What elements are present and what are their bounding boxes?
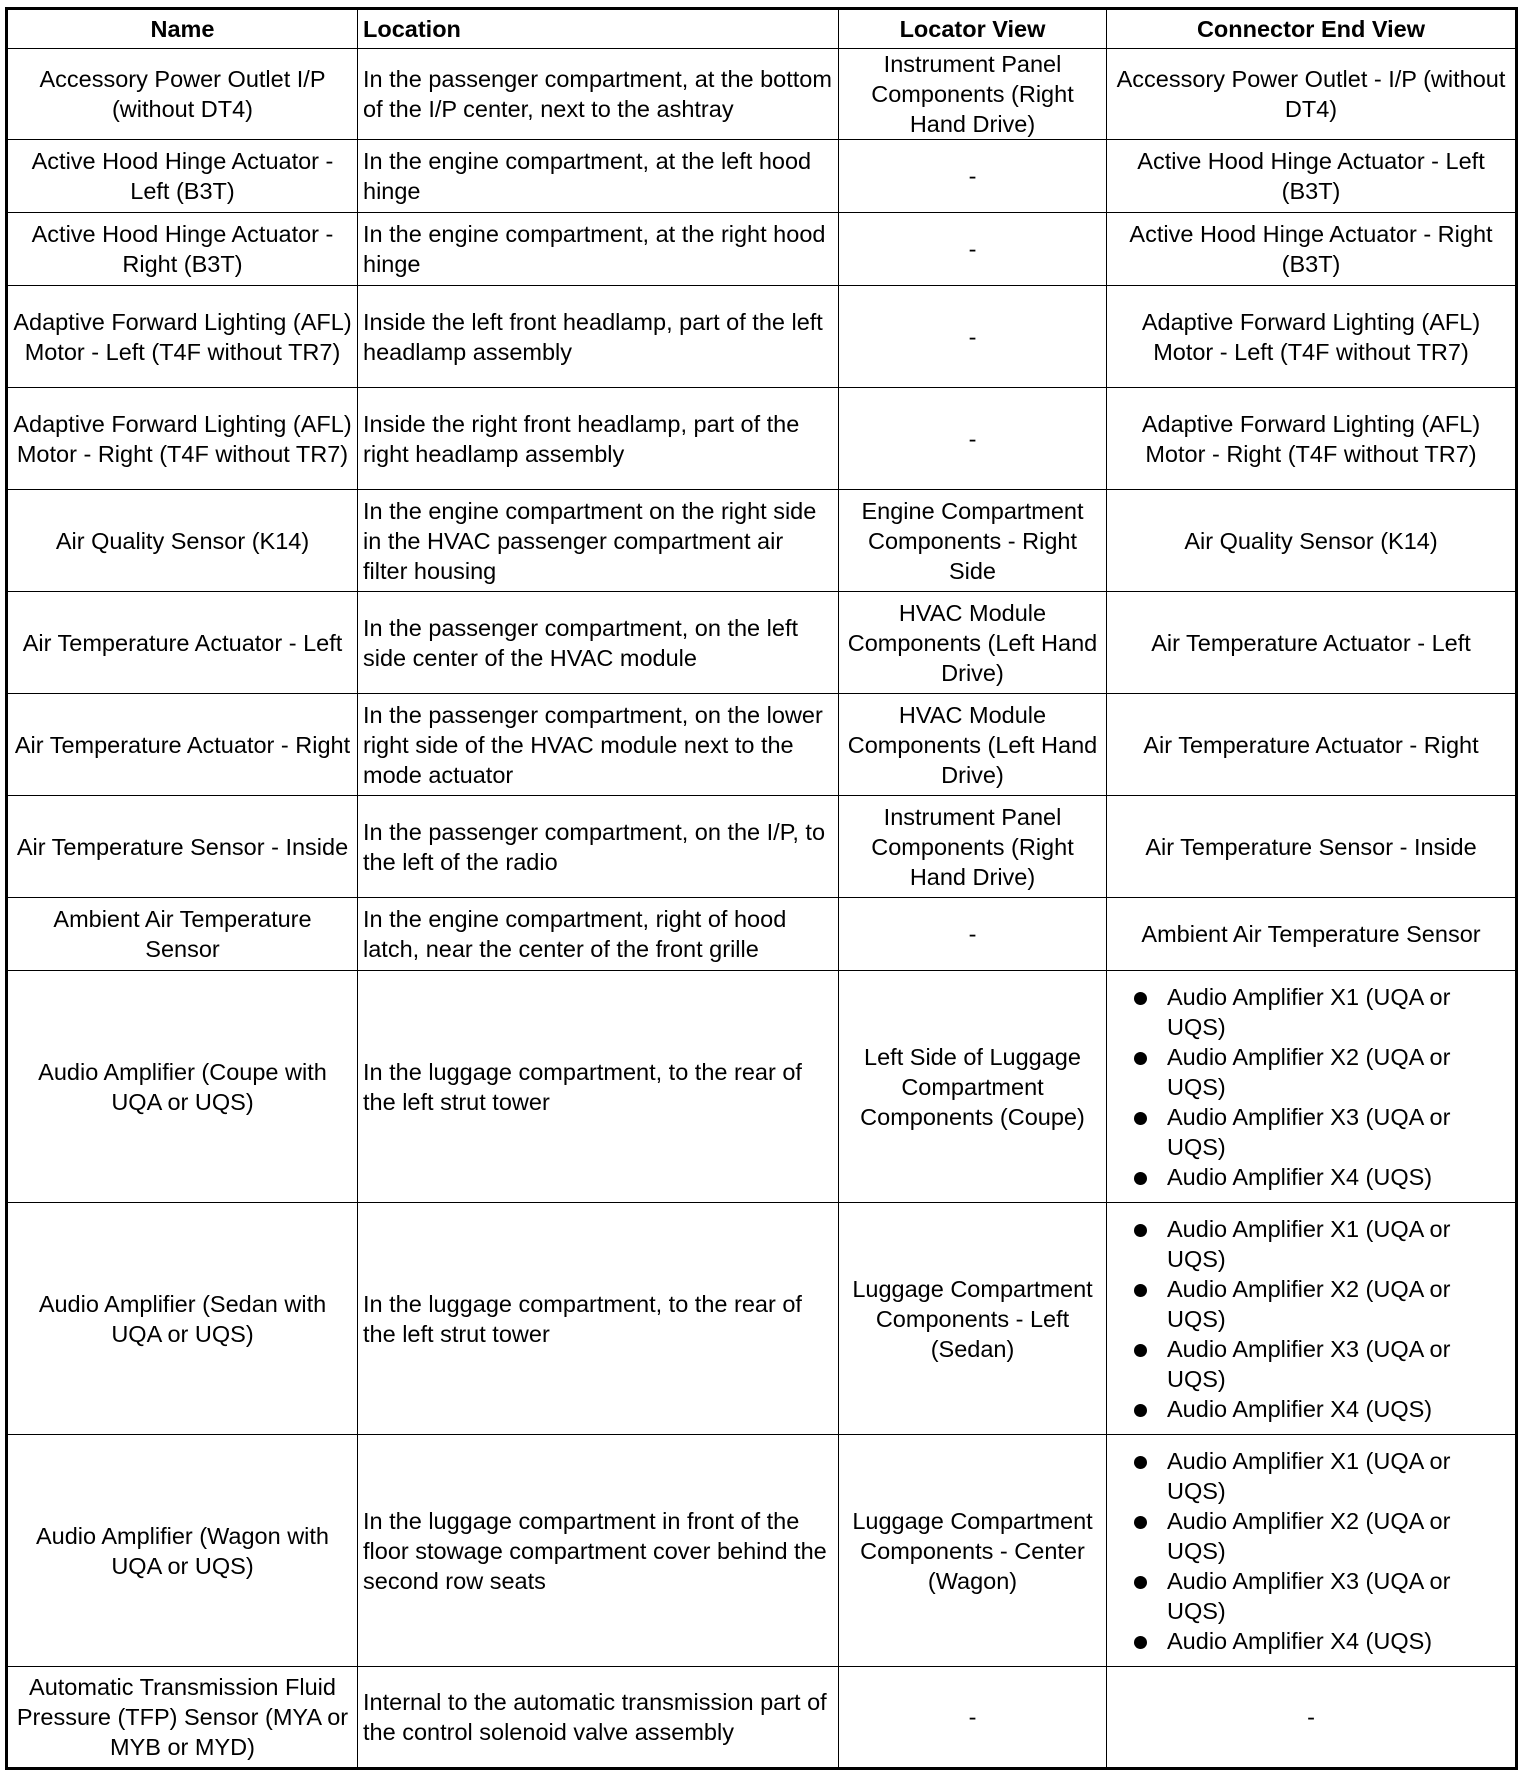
- cell-locator-view: Instrument Panel Components (Right Hand Drive): [839, 796, 1107, 898]
- cell-name: Adaptive Forward Lighting (AFL) Motor - Left (T4F without TR7): [7, 286, 358, 388]
- cell-location: In the engine compartment on the right side in the HVAC passenger compartment air filter housing: [358, 490, 839, 592]
- table-row: [7, 898, 1517, 971]
- cell-locator-view: Luggage Compartment Components - Left (Sedan): [839, 1203, 1107, 1435]
- connector-list-item: Audio Amplifier X1 (UQA or UQS): [1112, 982, 1510, 1042]
- connector-list: [1112, 1446, 1510, 1656]
- table-header: [7, 9, 1517, 49]
- cell-name: Ambient Air Temperature Sensor: [7, 898, 358, 971]
- table-row: [7, 286, 1517, 388]
- connector-list-item: Audio Amplifier X4 (UQS): [1112, 1394, 1510, 1424]
- cell-connector-end-view: [1107, 286, 1517, 388]
- table-row: [7, 140, 1517, 213]
- connector-name: Air Temperature Sensor - Inside: [1145, 833, 1477, 860]
- cell-name: Active Hood Hinge Actuator - Right (B3T): [7, 213, 358, 286]
- cell-locator-view: Luggage Compartment Components - Center (Wagon): [839, 1435, 1107, 1667]
- cell-locator-view: -: [839, 898, 1107, 971]
- cell-locator-view: HVAC Module Components (Left Hand Drive): [839, 592, 1107, 694]
- cell-connector-end-view: [1107, 49, 1517, 140]
- cell-locator-view: -: [839, 1667, 1107, 1769]
- cell-location: In the luggage compartment, to the rear of the left strut tower: [358, 1203, 839, 1435]
- connector-list: [1112, 1214, 1510, 1424]
- cell-name: Air Temperature Sensor - Inside: [7, 796, 358, 898]
- cell-locator-view: Left Side of Luggage Compartment Components (Coupe): [839, 971, 1107, 1203]
- cell-name: Air Temperature Actuator - Left: [7, 592, 358, 694]
- connector-name: Active Hood Hinge Actuator - Left (B3T): [1137, 148, 1485, 204]
- cell-connector-end-view: [1107, 1435, 1517, 1667]
- table-body: [7, 49, 1517, 1769]
- connector-list-item: Audio Amplifier X4 (UQS): [1112, 1162, 1510, 1192]
- cell-connector-end-view: [1107, 213, 1517, 286]
- cell-name: Audio Amplifier (Coupe with UQA or UQS): [7, 971, 358, 1203]
- document-page: [5, 7, 1515, 1770]
- cell-locator-view: -: [839, 213, 1107, 286]
- connector-name: Adaptive Forward Lighting (AFL) Motor - Left (T4F without TR7): [1141, 308, 1481, 365]
- table-row: [7, 971, 1517, 1203]
- cell-connector-end-view: [1107, 796, 1517, 898]
- connector-list-item: Audio Amplifier X1 (UQA or UQS): [1112, 1446, 1510, 1506]
- table-row: [7, 1435, 1517, 1667]
- cell-location: In the passenger compartment, on the I/P, to the left of the radio: [358, 796, 839, 898]
- cell-location: In the luggage compartment, to the rear of the left strut tower: [358, 971, 839, 1203]
- table-row: [7, 490, 1517, 592]
- table-row: [7, 213, 1517, 286]
- header-connector-end-view: Connector End View: [1107, 9, 1517, 49]
- table-row: [7, 1667, 1517, 1769]
- connector-list-item: Audio Amplifier X2 (UQA or UQS): [1112, 1274, 1510, 1334]
- cell-locator-view: HVAC Module Components (Left Hand Drive): [839, 694, 1107, 796]
- table-row: [7, 694, 1517, 796]
- cell-name: Adaptive Forward Lighting (AFL) Motor - Right (T4F without TR7): [7, 388, 358, 490]
- connector-list-item: Audio Amplifier X3 (UQA or UQS): [1112, 1102, 1510, 1162]
- cell-name: Air Temperature Actuator - Right: [7, 694, 358, 796]
- connector-name: Active Hood Hinge Actuator - Right (B3T): [1129, 221, 1493, 277]
- cell-name: Audio Amplifier (Sedan with UQA or UQS): [7, 1203, 358, 1435]
- connector-list-item: Audio Amplifier X4 (UQS): [1112, 1626, 1510, 1656]
- cell-name: Active Hood Hinge Actuator - Left (B3T): [7, 140, 358, 213]
- connector-name: Ambient Air Temperature Sensor: [1141, 921, 1481, 947]
- connector-list-item: Audio Amplifier X3 (UQA or UQS): [1112, 1334, 1510, 1394]
- connector-locator-table: [5, 7, 1518, 1770]
- connector-name: Air Temperature Actuator - Right: [1143, 731, 1479, 758]
- connector-name: Adaptive Forward Lighting (AFL) Motor - Right (T4F without TR7): [1141, 410, 1481, 467]
- connector-name: Air Temperature Actuator - Left: [1151, 629, 1471, 656]
- cell-locator-view: Instrument Panel Components (Right Hand Drive): [839, 49, 1107, 140]
- connector-name: Accessory Power Outlet - I/P (without DT4): [1116, 66, 1506, 122]
- cell-location: In the luggage compartment in front of the floor stowage compartment cover behind the second row seats: [358, 1435, 839, 1667]
- connector-list-item: Audio Amplifier X2 (UQA or UQS): [1112, 1042, 1510, 1102]
- cell-connector-end-view: [1107, 140, 1517, 213]
- connector-list-item: Audio Amplifier X1 (UQA or UQS): [1112, 1214, 1510, 1274]
- table-row: [7, 796, 1517, 898]
- table-row: [7, 49, 1517, 140]
- cell-location: In the engine compartment, at the right hood hinge: [358, 213, 839, 286]
- connector-list-item: Audio Amplifier X2 (UQA or UQS): [1112, 1506, 1510, 1566]
- cell-locator-view: -: [839, 140, 1107, 213]
- cell-connector-end-view: [1107, 1667, 1517, 1769]
- cell-location: Internal to the automatic transmission part of the control solenoid valve assembly: [358, 1667, 839, 1769]
- table-row: [7, 1203, 1517, 1435]
- header-name: Name: [7, 9, 358, 49]
- cell-location: In the passenger compartment, on the lower right side of the HVAC module next to the mode actuator: [358, 694, 839, 796]
- cell-locator-view: -: [839, 286, 1107, 388]
- header-row: [7, 9, 1517, 49]
- table-row: [7, 388, 1517, 490]
- connector-list: [1112, 982, 1510, 1192]
- header-location: Location: [358, 9, 839, 49]
- cell-name: Air Quality Sensor (K14): [7, 490, 358, 592]
- cell-location: In the passenger compartment, at the bottom of the I/P center, next to the ashtray: [358, 49, 839, 140]
- table-row: [7, 592, 1517, 694]
- cell-connector-end-view: [1107, 694, 1517, 796]
- cell-location: In the passenger compartment, on the left side center of the HVAC module: [358, 592, 839, 694]
- connector-name: Air Quality Sensor (K14): [1184, 527, 1438, 554]
- connector-list-item: Audio Amplifier X3 (UQA or UQS): [1112, 1566, 1510, 1626]
- cell-connector-end-view: [1107, 592, 1517, 694]
- cell-locator-view: Engine Compartment Components - Right Side: [839, 490, 1107, 592]
- header-locator-view: Locator View: [839, 9, 1107, 49]
- cell-connector-end-view: [1107, 490, 1517, 592]
- cell-location: Inside the left front headlamp, part of the left headlamp assembly: [358, 286, 839, 388]
- cell-name: Audio Amplifier (Wagon with UQA or UQS): [7, 1435, 358, 1667]
- cell-name: Automatic Transmission Fluid Pressure (TFP) Sensor (MYA or MYB or MYD): [7, 1667, 358, 1769]
- connector-name: -: [1307, 1704, 1315, 1730]
- cell-name: Accessory Power Outlet I/P (without DT4): [7, 49, 358, 140]
- cell-location: In the engine compartment, at the left hood hinge: [358, 140, 839, 213]
- cell-connector-end-view: [1107, 1203, 1517, 1435]
- cell-connector-end-view: [1107, 388, 1517, 490]
- cell-connector-end-view: [1107, 898, 1517, 971]
- cell-location: Inside the right front headlamp, part of the right headlamp assembly: [358, 388, 839, 490]
- cell-location: In the engine compartment, right of hood latch, near the center of the front grille: [358, 898, 839, 971]
- cell-connector-end-view: [1107, 971, 1517, 1203]
- cell-locator-view: -: [839, 388, 1107, 490]
